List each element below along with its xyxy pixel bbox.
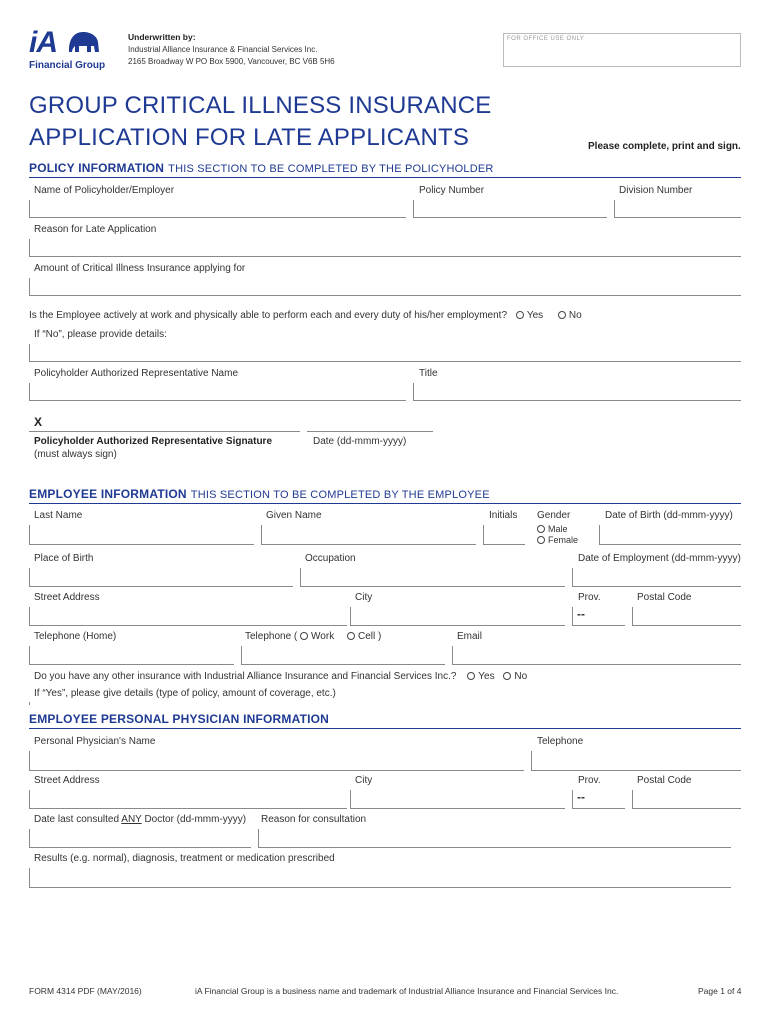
- physician-telephone-field[interactable]: [531, 751, 741, 771]
- physician-postal-field[interactable]: [632, 790, 741, 809]
- underwriter-block: [128, 32, 335, 66]
- page-title-line2: APPLICATION FOR LATE APPLICANTS: [29, 124, 470, 151]
- division-number-field[interactable]: [614, 200, 741, 218]
- employee-city-label: City: [355, 592, 373, 603]
- physician-city-label: City: [355, 775, 373, 786]
- signature-date-line[interactable]: [307, 431, 433, 432]
- last-name-field[interactable]: [29, 525, 254, 545]
- results-label: Results (e.g. normal), diagnosis, treatment or medication prescribed: [34, 853, 335, 864]
- if-yes-label: If “Yes”, please give details (type of policy, amount of coverage, etc.): [34, 688, 336, 699]
- gender-label: Gender: [537, 510, 571, 521]
- date-of-employment-label: Date of Employment (dd-mmm-yyyy): [578, 553, 741, 564]
- place-of-birth-field[interactable]: [29, 568, 293, 587]
- section-physician-title: [29, 712, 329, 726]
- rep-name-label: Policyholder Authorized Representative Name: [34, 368, 238, 379]
- section-policy-subtitle: THIS SECTION TO BE COMPLETED BY THE POLICYHOLDER: [168, 163, 494, 175]
- initials-field[interactable]: [483, 525, 525, 545]
- employee-prov-dash: --: [577, 607, 585, 621]
- date-of-employment-field[interactable]: [572, 568, 741, 587]
- employee-prov-field[interactable]: [572, 607, 625, 626]
- policyholder-name-field[interactable]: [29, 200, 406, 218]
- gender-female-label: Female: [548, 535, 579, 545]
- place-of-birth-label: Place of Birth: [34, 553, 94, 564]
- given-name-label: Given Name: [266, 510, 322, 521]
- section-employee-title: [29, 487, 490, 501]
- other-insurance-text: Do you have any other insurance with Industrial Alliance Insurance and Financial Services Inc.?: [34, 671, 457, 682]
- date-last-post: Doctor (dd-mmm-yyyy): [141, 814, 247, 825]
- office-use-box: [503, 33, 741, 67]
- actively-yes-label: Yes: [526, 310, 544, 321]
- tel-work-cell-label: [245, 631, 381, 642]
- footer-trademark: iA Financial Group is a business name and trademark of Industrial Alliance Insurance and Financial Services Inc.: [195, 986, 619, 996]
- signature-line[interactable]: [29, 431, 300, 432]
- underwriter-company: Industrial Alliance Insurance & Financial Services Inc.: [128, 45, 318, 54]
- underwriter-address: 2165 Broadway W PO Box 5900, Vancouver, BC V6B 5H6: [128, 57, 335, 66]
- other-insurance-yes-label: Yes: [478, 671, 495, 682]
- dob-field[interactable]: [599, 525, 741, 545]
- employee-street-label: Street Address: [34, 592, 100, 603]
- actively-at-work-question: [29, 310, 582, 321]
- footer-form-id: FORM 4314 PDF (MAY/2016): [29, 986, 142, 996]
- tel-work-label: Work: [311, 631, 335, 642]
- amount-field[interactable]: [29, 278, 741, 296]
- gender-male-radio[interactable]: [537, 524, 568, 534]
- signature-date-label: Date (dd-mmm-yyyy): [313, 436, 407, 447]
- employee-postal-field[interactable]: [632, 607, 741, 626]
- page-title: [29, 90, 492, 154]
- reason-consultation-label: Reason for consultation: [261, 814, 367, 825]
- logo: [29, 28, 104, 74]
- policyholder-name-label: Name of Policyholder/Employer: [34, 185, 175, 196]
- actively-no-radio[interactable]: [558, 310, 582, 321]
- signature-label: Policyholder Authorized Representative Signature: [34, 436, 273, 447]
- instruction-text: Please complete, print and sign.: [588, 141, 741, 152]
- section-policy-heading: POLICY INFORMATION: [29, 161, 165, 175]
- occupation-label: Occupation: [305, 553, 356, 564]
- dob-label: Date of Birth (dd-mmm-yyyy): [605, 510, 733, 521]
- signature-note: (must always sign): [34, 449, 117, 460]
- section-physician-rule: [29, 728, 741, 729]
- section-employee-heading: EMPLOYEE INFORMATION: [29, 487, 187, 501]
- tel-home-field[interactable]: [29, 646, 234, 665]
- rep-name-field[interactable]: [29, 383, 406, 401]
- reason-late-label: Reason for Late Application: [34, 224, 157, 235]
- physician-postal-label: Postal Code: [637, 775, 692, 786]
- division-number-label: Division Number: [619, 185, 693, 196]
- tel-work-cell-field[interactable]: [241, 646, 445, 665]
- actively-at-work-text: Is the Employee actively at work and physically able to perform each and every duty of his/her employment?: [29, 310, 508, 321]
- reason-late-field[interactable]: [29, 239, 741, 257]
- other-insurance-no-radio[interactable]: [503, 671, 527, 682]
- actively-no-label: No: [568, 310, 582, 321]
- tel-work-radio[interactable]: [300, 631, 334, 642]
- if-yes-details-field[interactable]: [29, 702, 30, 705]
- tel-cell-radio[interactable]: [347, 631, 381, 642]
- date-last-any: ANY: [121, 814, 142, 825]
- tel-prefix-label: Telephone (: [245, 631, 298, 642]
- amount-label: Amount of Critical Illness Insurance applying for: [34, 263, 246, 274]
- physician-street-label: Street Address: [34, 775, 100, 786]
- if-no-label: If “No”, please provide details:: [34, 329, 167, 340]
- other-insurance-no-label: No: [514, 671, 528, 682]
- section-policy-rule: [29, 177, 741, 178]
- physician-prov-field[interactable]: [572, 790, 625, 809]
- employee-city-field[interactable]: [350, 607, 565, 626]
- logo-text: iA: [29, 26, 57, 59]
- actively-yes-radio[interactable]: [516, 310, 543, 321]
- signature-x: X: [34, 415, 43, 429]
- employee-postal-label: Postal Code: [637, 592, 692, 603]
- section-physician-heading: EMPLOYEE PERSONAL PHYSICIAN INFORMATION: [29, 712, 330, 726]
- initials-label: Initials: [489, 510, 518, 521]
- employee-street-field[interactable]: [29, 607, 347, 626]
- reason-consultation-field[interactable]: [258, 829, 731, 848]
- policy-number-label: Policy Number: [419, 185, 485, 196]
- date-last-pre: Date last consulted: [34, 814, 122, 825]
- physician-street-field[interactable]: [29, 790, 347, 809]
- office-use-label: FOR OFFICE USE ONLY: [507, 36, 585, 42]
- email-field[interactable]: [452, 646, 741, 665]
- rep-title-label: Title: [419, 368, 438, 379]
- last-name-label: Last Name: [34, 510, 83, 521]
- section-employee-subtitle: THIS SECTION TO BE COMPLETED BY THE EMPLOYEE: [190, 489, 490, 501]
- physician-prov-label: Prov.: [578, 775, 601, 786]
- gender-male-label: Male: [548, 524, 568, 534]
- underwritten-by: Underwritten by:: [128, 32, 196, 42]
- logo-sub: Financial Group: [29, 60, 106, 71]
- section-policy-title: [29, 161, 494, 175]
- email-label: Email: [457, 631, 483, 642]
- other-insurance-yes-radio[interactable]: [467, 671, 494, 682]
- gender-female-radio[interactable]: [537, 535, 578, 545]
- section-employee-rule: [29, 503, 741, 504]
- tel-cell-label: Cell ): [357, 631, 382, 642]
- results-field[interactable]: [29, 868, 731, 888]
- policy-number-field[interactable]: [413, 200, 607, 218]
- footer-page-number: Page 1 of 4: [698, 986, 742, 996]
- physician-name-label: Personal Physician's Name: [34, 736, 156, 747]
- date-last-consulted-label: [34, 814, 246, 825]
- occupation-field[interactable]: [300, 568, 565, 587]
- elephant-icon: [67, 30, 101, 54]
- physician-name-field[interactable]: [29, 751, 524, 771]
- employee-prov-label: Prov.: [578, 592, 601, 603]
- physician-city-field[interactable]: [350, 790, 565, 809]
- given-name-field[interactable]: [261, 525, 476, 545]
- page-title-line1: GROUP CRITICAL ILLNESS INSURANCE: [29, 92, 492, 119]
- physician-prov-dash: --: [577, 790, 585, 804]
- other-insurance-question: [34, 671, 527, 682]
- rep-title-field[interactable]: [413, 383, 741, 401]
- tel-home-label: Telephone (Home): [34, 631, 117, 642]
- if-no-details-field[interactable]: [29, 344, 741, 362]
- physician-telephone-label: Telephone: [537, 736, 584, 747]
- date-last-consulted-field[interactable]: [29, 829, 251, 848]
